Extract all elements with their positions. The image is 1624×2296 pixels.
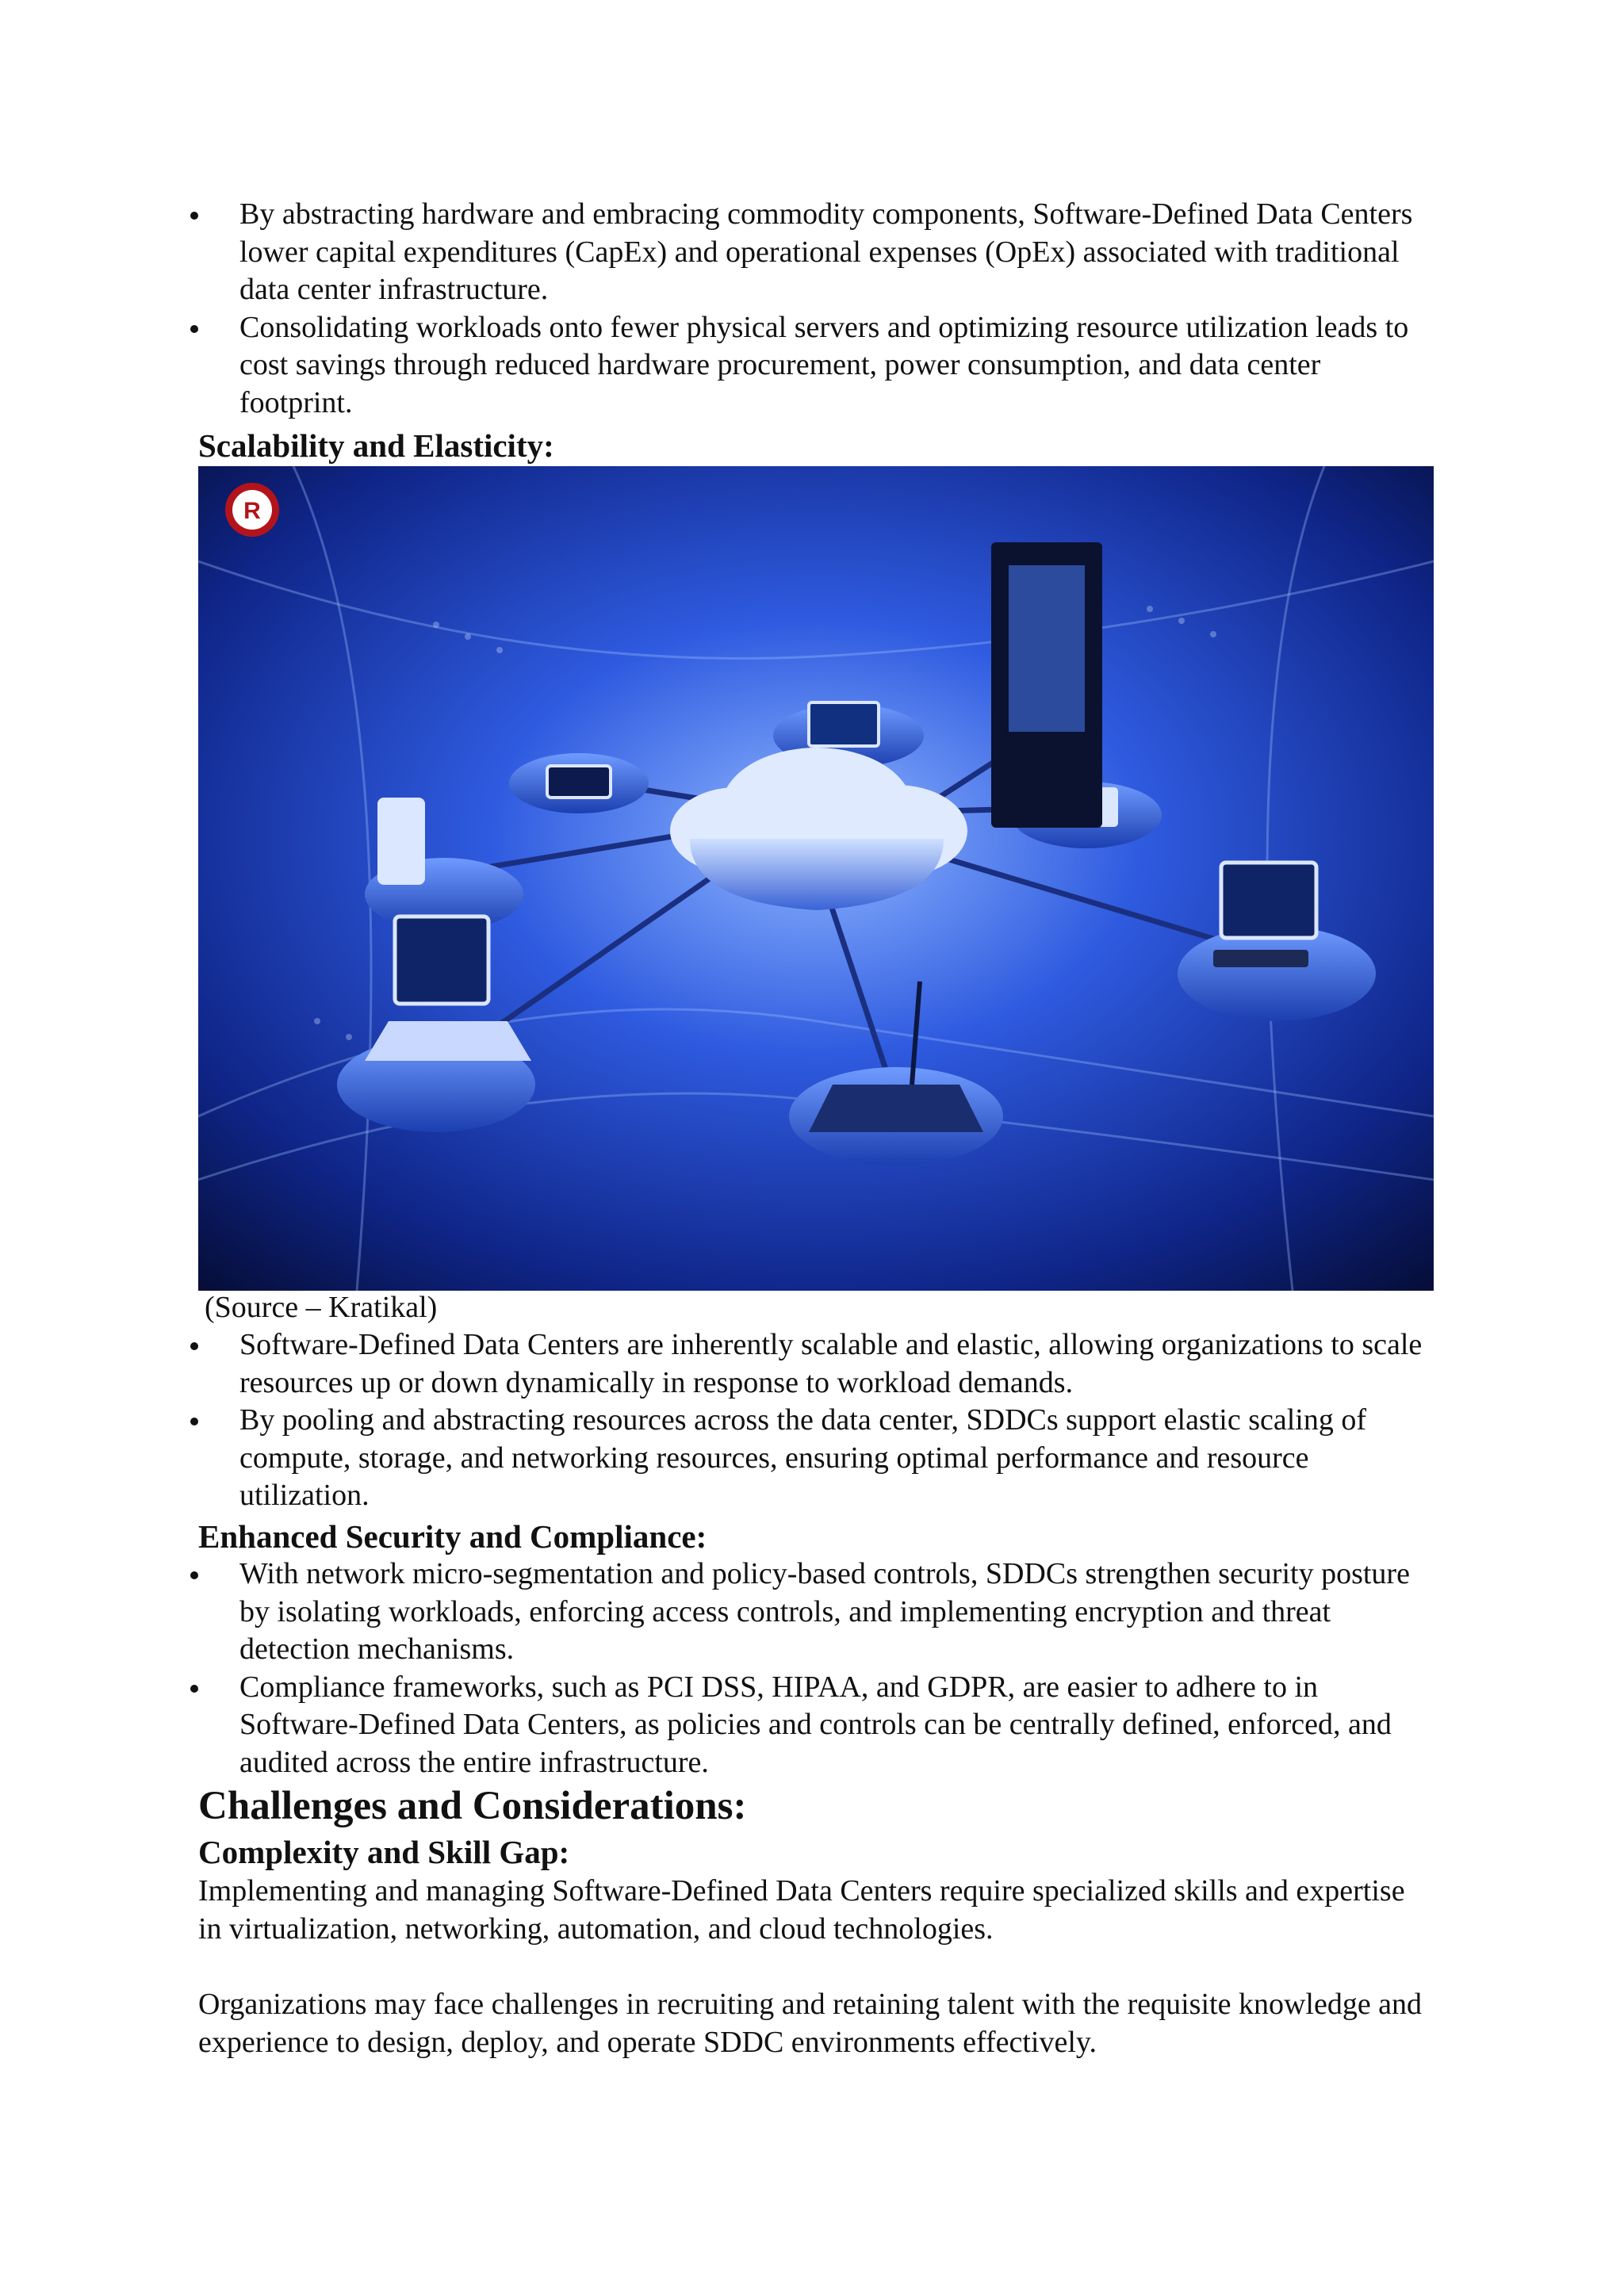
kratikal-logo — [225, 483, 279, 537]
svg-text:R: R — [243, 498, 261, 524]
scalability-bullet-list — [0, 1326, 1427, 1515]
list-item: By abstracting hardware and embracing commodity components, Software-Defined Data Centers lower capital expenditures (CapEx) and operational expenses (OpEx) associated with traditional data center infrastructure. — [0, 196, 1427, 309]
list-item: By pooling and abstracting resources across the data center, SDDCs support elastic scaling of compute, storage, and networking resources, ensuring optimal performance and resource utilization. — [0, 1402, 1427, 1515]
security-bullet-list — [0, 1556, 1427, 1781]
figure-caption: (Source – Kratikal) — [205, 1291, 438, 1324]
list-item: Compliance frameworks, such as PCI DSS, HIPAA, and GDPR, are easier to adhere to in Software-Defined Data Centers, as policies and controls can be centrally defined, enforced, and audited across the entire infrastructure. — [0, 1669, 1427, 1782]
complexity-subheading: Complexity and Skill Gap: — [198, 1834, 570, 1870]
list-item: With network micro-segmentation and policy-based controls, SDDCs strengthen security posture by isolating workloads, enforcing access controls, and implementing encryption and threat detection mechanisms. — [0, 1556, 1427, 1669]
security-heading: Enhanced Security and Compliance: — [198, 1518, 707, 1555]
list-item: Consolidating workloads onto fewer physical servers and optimizing resource utilization leads to cost savings through reduced hardware procurement, power consumption, and data center footprint. — [0, 309, 1427, 423]
cost-bullet-list — [0, 196, 1427, 422]
scalability-heading: Scalability and Elasticity: — [198, 427, 554, 464]
network-cloud-figure — [198, 466, 1434, 1291]
challenges-paragraph-2: Organizations may face challenges in recruiting and retaining talent with the requisite knowledge and experience to design, deploy, and operate SDDC environments effectively. — [198, 1988, 1423, 2059]
list-item: Software-Defined Data Centers are inherently scalable and elastic, allowing organizations to scale resources up or down dynamically in response to workload demands. — [0, 1326, 1427, 1402]
challenges-paragraph-1: Implementing and managing Software-Defined Data Centers require specialized skills and expertise in virtualization, networking, automation, and cloud technologies. — [198, 1874, 1405, 1946]
challenges-heading: Challenges and Considerations: — [198, 1784, 747, 1828]
